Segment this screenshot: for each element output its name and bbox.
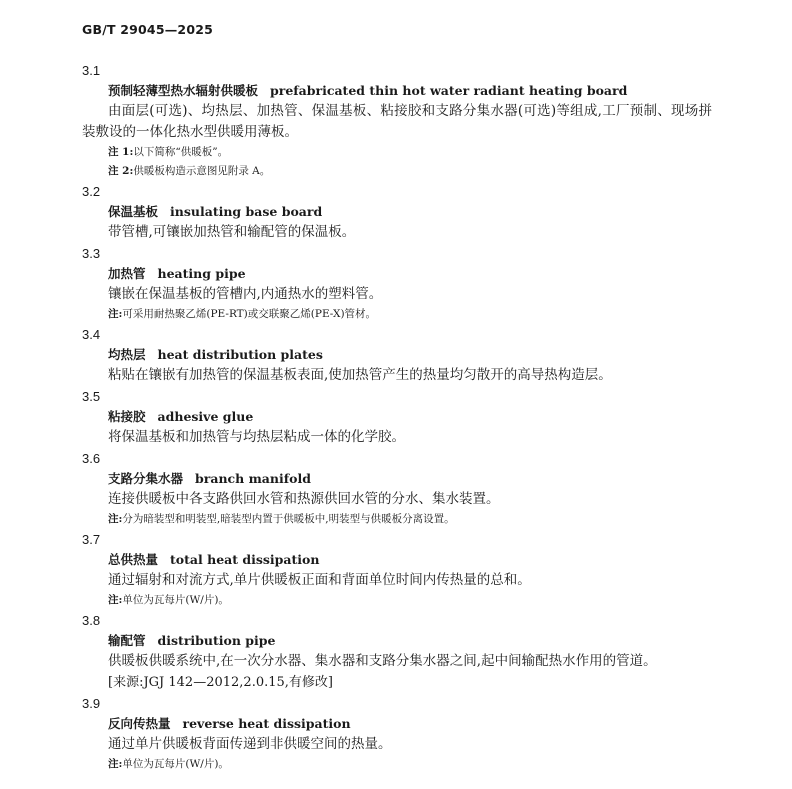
term-entry-3-5 xyxy=(82,386,712,448)
note-label: 注: xyxy=(108,758,123,770)
note-label: 注: xyxy=(108,513,123,525)
term-entry-3-2 xyxy=(82,181,712,243)
term-entry-3-9 xyxy=(82,693,712,774)
term-english: distribution pipe xyxy=(157,633,276,648)
term-definition: 通过辐射和对流方式,单片供暖板正面和背面单位时间内传热量的总和。 xyxy=(108,572,531,588)
entry-number: 3.3 xyxy=(82,246,101,261)
term-entry-3-3 xyxy=(82,243,712,324)
term-chinese: 均热层 xyxy=(108,347,146,362)
note-text: 分为暗装型和明装型,暗装型内置于供暖板中,明装型与供暖板分离设置。 xyxy=(122,513,455,525)
term-english: prefabricated thin hot water radiant heating board xyxy=(270,83,628,98)
term-heading xyxy=(108,550,712,570)
entry-number: 3.8 xyxy=(82,613,101,628)
term-english: total heat dissipation xyxy=(170,552,320,567)
term-english: heating pipe xyxy=(157,266,246,281)
term-heading xyxy=(108,631,712,651)
note-text: 以下简称“供暖板”。 xyxy=(133,146,229,158)
term-entry-3-4 xyxy=(82,324,712,386)
term-entry-3-7 xyxy=(82,529,712,610)
term-definition: 粘贴在镶嵌有加热管的保温基板表面,使加热管产生的热量均匀散开的高导热构造层。 xyxy=(108,367,612,383)
term-heading xyxy=(108,264,712,284)
note-label: 注 2: xyxy=(108,165,134,177)
term-source: [来源:JGJ 142—2012,2.0.15,有修改] xyxy=(108,675,333,690)
term-definition: 供暖板供暖系统中,在一次分水器、集水器和支路分集水器之间,起中间输配热水作用的管道。 xyxy=(108,653,657,669)
note-text: 可采用耐热聚乙烯(PE-RT)或交联聚乙烯(PE-X)管材。 xyxy=(122,308,377,320)
term-note xyxy=(108,305,712,324)
note-label: 注 1: xyxy=(108,146,134,158)
term-entry-3-8 xyxy=(82,610,712,693)
note-text: 供暖板构造示意图见附录 A。 xyxy=(133,165,271,177)
term-chinese: 支路分集水器 xyxy=(108,471,184,486)
note-label: 注: xyxy=(108,308,123,320)
term-definition: 带管槽,可镶嵌加热管和输配管的保温板。 xyxy=(108,224,356,240)
standard-code-header: GB/T 29045—2025 xyxy=(82,22,214,37)
entry-number: 3.9 xyxy=(82,696,101,711)
entry-number: 3.1 xyxy=(82,63,101,78)
note-label: 注: xyxy=(108,594,123,606)
term-english: adhesive glue xyxy=(157,409,254,424)
term-chinese: 粘接胶 xyxy=(108,409,146,424)
entry-number: 3.7 xyxy=(82,532,101,547)
term-note xyxy=(108,591,712,610)
terms-section xyxy=(82,60,712,774)
term-chinese: 预制轻薄型热水辐射供暖板 xyxy=(108,83,259,98)
term-heading xyxy=(108,202,712,222)
term-heading xyxy=(108,407,712,427)
note-text: 单位为瓦每片(W/片)。 xyxy=(122,758,229,770)
term-definition: 连接供暖板中各支路供回水管和热源供回水管的分水、集水装置。 xyxy=(108,491,500,507)
term-chinese: 加热管 xyxy=(108,266,146,281)
entry-number: 3.2 xyxy=(82,184,101,199)
term-heading xyxy=(108,714,712,734)
term-heading xyxy=(108,81,712,101)
term-english: heat distribution plates xyxy=(157,347,323,362)
term-definition: 通过单片供暖板背面传递到非供暖空间的热量。 xyxy=(108,736,392,752)
term-definition: 镶嵌在保温基板的管槽内,内通热水的塑料管。 xyxy=(108,286,383,302)
term-note xyxy=(108,162,712,181)
term-english: reverse heat dissipation xyxy=(182,716,351,731)
term-heading xyxy=(108,345,712,365)
term-note xyxy=(108,510,712,529)
entry-number: 3.6 xyxy=(82,451,101,466)
term-chinese: 保温基板 xyxy=(108,204,159,219)
term-definition: 将保温基板和加热管与均热层粘成一体的化学胶。 xyxy=(108,429,405,445)
entry-number: 3.5 xyxy=(82,389,101,404)
term-english: insulating base board xyxy=(170,204,323,219)
term-chinese: 输配管 xyxy=(108,633,146,648)
term-entry-3-6 xyxy=(82,448,712,529)
term-english: branch manifold xyxy=(195,471,311,486)
term-definition: 由面层(可选)、均热层、加热管、保温基板、粘接胶和支路分集水器(可选)等组成,工厂预制、现场拼装敷设的一体化热水型供暖用薄板。 xyxy=(82,103,712,140)
term-chinese: 反向传热量 xyxy=(108,716,171,731)
term-chinese: 总供热量 xyxy=(108,552,159,567)
note-text: 单位为瓦每片(W/片)。 xyxy=(122,594,229,606)
term-entry-3-1 xyxy=(82,60,712,181)
term-heading xyxy=(108,469,712,489)
entry-number: 3.4 xyxy=(82,327,101,342)
term-note xyxy=(108,143,712,162)
term-note xyxy=(108,755,712,774)
